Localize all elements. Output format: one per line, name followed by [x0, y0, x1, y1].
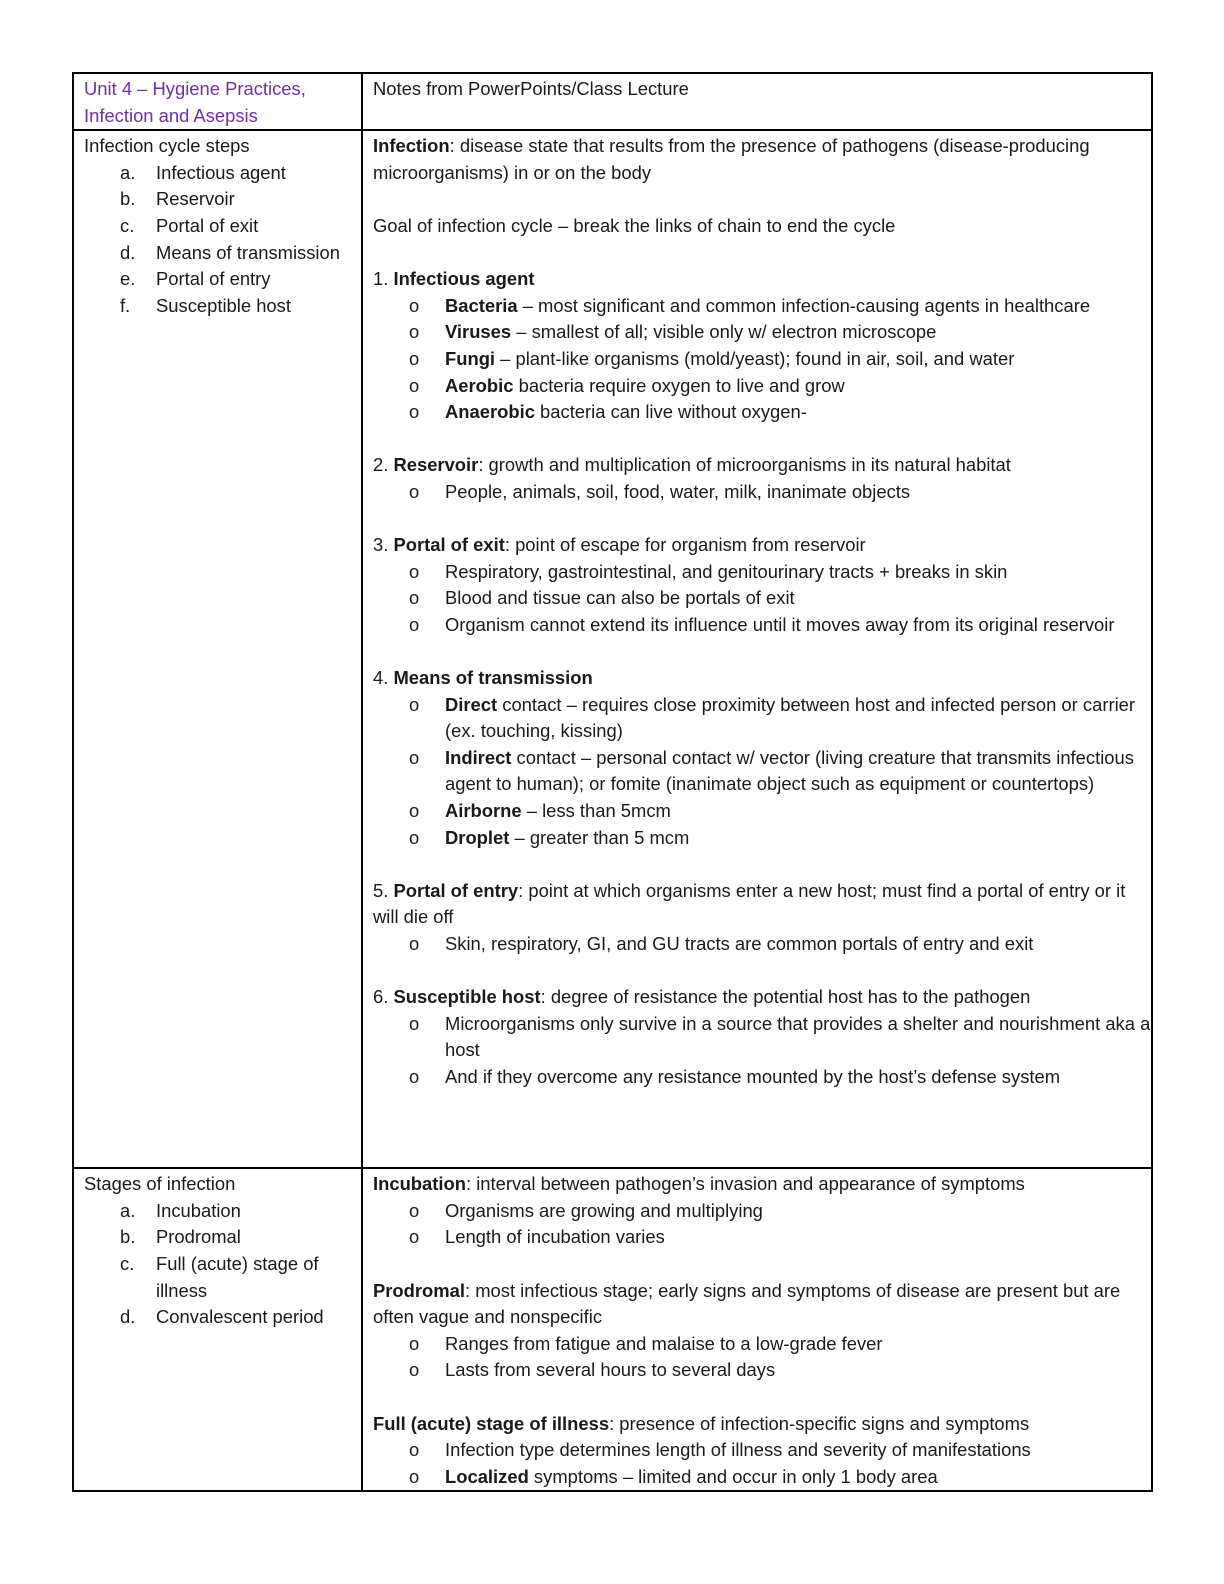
bullet-item	[373, 319, 1151, 346]
list-item-text: Means of transmission	[156, 241, 340, 263]
list-marker: e.	[120, 268, 136, 290]
note-term: Incubation	[373, 1173, 466, 1195]
note-block	[373, 984, 1151, 1090]
note-paragraph	[373, 1278, 1151, 1331]
list-marker: f.	[120, 294, 131, 316]
note-term: Portal of entry	[393, 879, 519, 901]
bullet-item	[373, 1064, 1151, 1091]
bullet-term: Viruses	[445, 321, 512, 343]
bullet-text: Skin, respiratory, GI, and GU tracts are common portals of entry and exit	[445, 933, 1034, 954]
bullet-item	[373, 931, 1151, 958]
list-marker: d.	[120, 241, 136, 263]
bullet-text: – smallest of all; visible only w/ electron microscope	[511, 321, 937, 343]
note-paragraph	[373, 452, 1151, 479]
bullet-item	[373, 373, 1151, 400]
note-term: Infectious agent	[393, 268, 535, 290]
list-item-text: Prodromal	[156, 1226, 241, 1248]
note-term: Portal of exit	[393, 534, 505, 556]
topic-list	[84, 1198, 361, 1331]
bullet-term: Indirect	[445, 746, 512, 768]
bullet-term: Anaerobic	[445, 401, 535, 423]
bullet-text: bacteria can live without oxygen-	[534, 401, 807, 423]
bullet-list	[373, 479, 1151, 506]
bullet-list	[373, 1437, 1151, 1490]
notes-cell	[362, 130, 1152, 1168]
bullet-text: – most significant and common infection-causing agents in healthcare	[517, 294, 1091, 316]
bullet-text: Microorganisms only survive in a source that provides a shelter and nourishment aka a host	[445, 1012, 1151, 1061]
note-term: Means of transmission	[393, 667, 593, 689]
note-block	[373, 213, 1151, 240]
topic-title: Stages of infection	[84, 1173, 236, 1195]
note-paragraph	[373, 1171, 1151, 1198]
bullet-text: Organisms are growing and multiplying	[445, 1199, 763, 1221]
bullet-list	[373, 293, 1151, 426]
list-item-text: Infectious agent	[156, 161, 286, 183]
unit-title-cell	[73, 73, 362, 130]
bullet-text: – plant-like organisms (mold/yeast); found in air, soil, and water	[495, 347, 1015, 369]
note-text: : point at which organisms enter a new host; must find a portal of entry or it will die off	[373, 879, 1126, 928]
note-number: 6.	[373, 986, 394, 1008]
note-term: Prodromal	[373, 1279, 465, 1301]
topic-cell	[73, 1168, 362, 1491]
bullet-item	[373, 1437, 1151, 1464]
content-row	[73, 130, 1152, 1168]
bullet-term: Aerobic	[445, 374, 514, 396]
list-item	[84, 266, 361, 293]
note-text: : growth and multiplication of microorganisms in its natural habitat	[478, 454, 1011, 476]
list-item	[84, 160, 361, 187]
bullet-text: Organism cannot extend its influence until it moves away from its original reservoir	[445, 613, 1115, 635]
bullet-text: – less than 5mcm	[521, 800, 671, 822]
list-item	[84, 240, 361, 267]
note-text: : disease state that results from the presence of pathogens (disease-producing microorganisms) in or on the body	[373, 135, 1090, 183]
bullet-item	[373, 1357, 1151, 1384]
list-marker: c.	[120, 214, 135, 236]
note-block	[373, 1278, 1151, 1384]
list-item-text: Portal of entry	[156, 268, 271, 290]
note-block	[373, 532, 1151, 638]
bullet-item	[373, 293, 1151, 320]
bullet-text: Length of incubation varies	[445, 1226, 665, 1248]
bullet-text: People, animals, soil, food, water, milk, inanimate objects	[445, 480, 911, 502]
bullet-item	[373, 1198, 1151, 1225]
list-item-text: Reservoir	[156, 188, 235, 210]
list-marker: a.	[120, 1199, 136, 1221]
header-row	[73, 73, 1152, 130]
note-term: Susceptible host	[393, 986, 541, 1008]
bullet-term: Droplet	[445, 826, 510, 848]
list-item-text: Incubation	[156, 1199, 241, 1221]
bullet-item	[373, 692, 1151, 745]
list-marker: b.	[120, 188, 136, 210]
bullet-text: Respiratory, gastrointestinal, and genitourinary tracts + breaks in skin	[445, 560, 1008, 582]
bullet-item	[373, 1224, 1151, 1251]
bullet-item	[373, 346, 1151, 373]
note-block	[373, 1171, 1151, 1251]
note-number: 4.	[373, 667, 394, 689]
note-paragraph	[373, 266, 1151, 293]
notes-table	[72, 72, 1153, 1492]
note-text: Goal of infection cycle – break the links of chain to end the cycle	[373, 214, 896, 236]
bullet-term: Localized	[445, 1465, 529, 1487]
note-term: Reservoir	[393, 454, 479, 476]
notes-title: Notes from PowerPoints/Class Lecture	[373, 78, 689, 99]
note-paragraph	[373, 532, 1151, 559]
list-item	[84, 1224, 361, 1251]
bullet-list	[373, 692, 1151, 852]
bullet-text: symptoms – limited and occur in only 1 body area	[528, 1465, 938, 1487]
bullet-text: – greater than 5 mcm	[509, 826, 690, 848]
note-block	[373, 1411, 1151, 1491]
bullet-item	[373, 479, 1151, 506]
content-row	[73, 1168, 1152, 1491]
bullet-text: Blood and tissue can also be portals of exit	[445, 587, 795, 609]
note-paragraph	[373, 984, 1151, 1011]
bullet-text: Infection type determines length of illness and severity of manifestations	[445, 1439, 1031, 1461]
bullet-list	[373, 1198, 1151, 1251]
note-text: : interval between pathogen’s invasion and appearance of symptoms	[465, 1173, 1025, 1195]
bullet-item	[373, 798, 1151, 825]
list-item-text: Susceptible host	[156, 294, 291, 316]
bullet-list	[373, 1331, 1151, 1384]
note-number: 2.	[373, 454, 394, 476]
bullet-term: Fungi	[445, 347, 496, 369]
bullet-text: Lasts from several hours to several days	[445, 1359, 776, 1381]
list-marker: b.	[120, 1226, 136, 1248]
bullet-list	[373, 1011, 1151, 1091]
notes-title-cell	[362, 73, 1152, 130]
note-text: : point of escape for organism from reservoir	[504, 534, 866, 556]
note-block	[373, 133, 1151, 186]
bullet-text: bacteria require oxygen to live and grow	[513, 374, 845, 396]
bullet-list	[373, 931, 1151, 958]
bullet-term: Direct	[445, 693, 498, 715]
list-item-text: Convalescent period	[156, 1306, 324, 1328]
bullet-term: Bacteria	[445, 294, 518, 316]
note-text: : presence of infection-specific signs and symptoms	[609, 1412, 1030, 1434]
list-item	[84, 293, 361, 320]
note-text: : most infectious stage; early signs and symptoms of disease are present but are often vague and nonspecific	[373, 1279, 1121, 1328]
list-marker: a.	[120, 161, 136, 183]
note-block	[373, 665, 1151, 851]
bullet-item	[373, 1331, 1151, 1358]
note-paragraph	[373, 665, 1151, 692]
notes-cell	[362, 1168, 1152, 1491]
topic-title: Infection cycle steps	[84, 135, 250, 157]
list-item	[84, 213, 361, 240]
note-block	[373, 266, 1151, 426]
unit-title: Unit 4 – Hygiene Practices, Infection and Asepsis	[84, 78, 306, 126]
list-item-text: Portal of exit	[156, 214, 259, 236]
note-block	[373, 452, 1151, 505]
note-paragraph	[373, 878, 1151, 931]
bullet-list	[373, 559, 1151, 639]
list-marker: d.	[120, 1306, 136, 1328]
note-paragraph	[373, 133, 1151, 186]
note-paragraph	[373, 213, 1151, 240]
note-number: 5.	[373, 879, 394, 901]
list-item	[84, 1304, 361, 1331]
list-item	[84, 1198, 361, 1225]
note-block	[373, 878, 1151, 958]
note-term: Infection	[373, 135, 450, 157]
note-number: 1.	[373, 268, 394, 290]
bullet-item	[373, 825, 1151, 852]
bullet-text: contact – personal contact w/ vector (living creature that transmits infectious agent to human); or fomite (inanimate object such as equipment or countertops)	[445, 746, 1134, 795]
list-item	[84, 1251, 361, 1304]
bullet-item	[373, 1011, 1151, 1064]
bullet-text: contact – requires close proximity between host and infected person or carrier (ex. touching, kissing)	[445, 693, 1136, 742]
bullet-text: Ranges from fatigue and malaise to a low-grade fever	[445, 1332, 883, 1354]
list-item-text: Full (acute) stage of illness	[156, 1252, 319, 1301]
note-number: 3.	[373, 534, 394, 556]
bullet-term: Airborne	[445, 800, 522, 822]
note-paragraph	[373, 1411, 1151, 1438]
bullet-item	[373, 559, 1151, 586]
bullet-item	[373, 585, 1151, 612]
note-text: : degree of resistance the potential host has to the pathogen	[540, 986, 1031, 1008]
list-marker: c.	[120, 1252, 135, 1274]
bullet-item	[373, 745, 1151, 798]
note-term: Full (acute) stage of illness	[373, 1412, 610, 1434]
list-item	[84, 186, 361, 213]
topic-cell	[73, 130, 362, 1168]
bullet-text: And if they overcome any resistance mounted by the host’s defense system	[445, 1065, 1061, 1087]
bullet-item	[373, 612, 1151, 639]
topic-list	[84, 160, 361, 320]
bullet-item	[373, 1464, 1151, 1491]
bullet-item	[373, 399, 1151, 426]
